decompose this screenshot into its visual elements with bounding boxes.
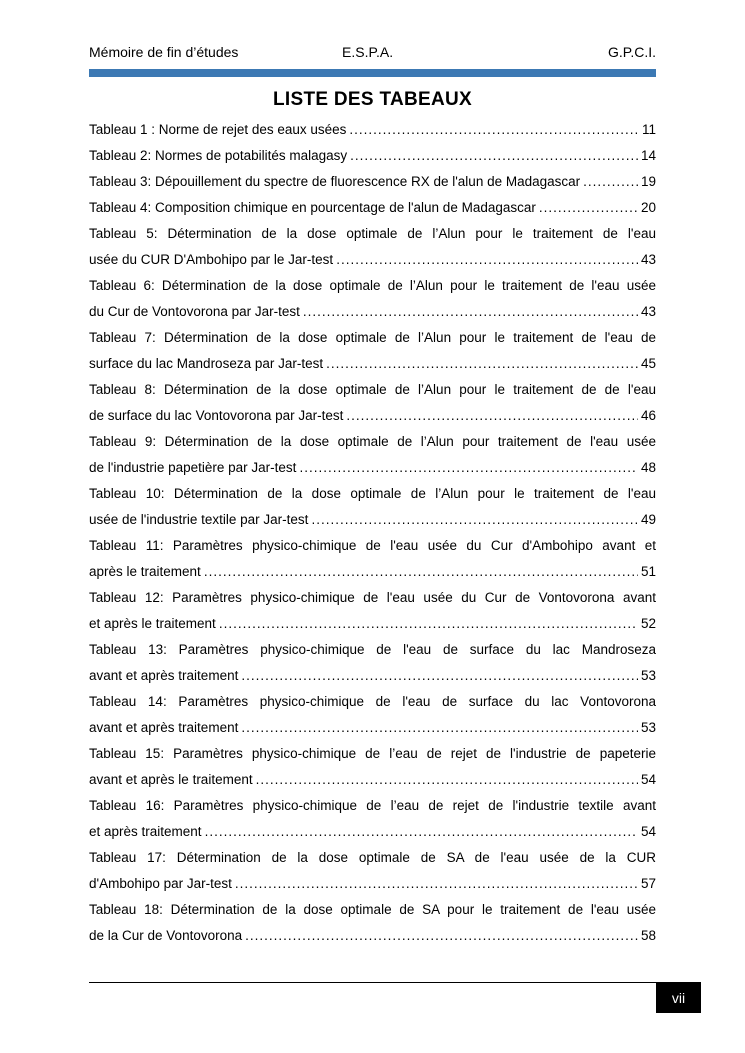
toc-page-number: 46 <box>640 408 656 423</box>
toc-entry-text: usée du CUR D'Ambohipo par le Jar-test <box>89 252 334 267</box>
dot-leader <box>205 819 638 845</box>
toc-entry-line: Tableau 15: Paramètres physico-chimique de l’eau de rejet de l'industrie de papeterie <box>89 746 656 761</box>
toc-entry-text: et après le traitement <box>89 616 216 631</box>
toc-page-number: 43 <box>640 304 656 319</box>
toc-entry-text: et après traitement <box>89 824 202 839</box>
toc-entry[interactable] <box>89 117 656 143</box>
dot-leader <box>204 559 638 585</box>
toc-page-number: 20 <box>640 200 656 215</box>
toc-entry-line: Tableau 10: Détermination de la dose optimale de l’Alun pour le traitement de l'eau <box>89 486 656 501</box>
toc-entry-line: Tableau 8: Détermination de la dose optimale de l’Alun pour le traitement de de l'eau <box>89 382 656 397</box>
toc-entry-line: Tableau 11: Paramètres physico-chimique de l'eau usée du Cur d'Ambohipo avant et <box>89 538 656 553</box>
toc-page-number: 51 <box>640 564 656 579</box>
toc-entry-text: Tableau 1 : Norme de rejet des eaux usées <box>89 122 347 137</box>
dot-leader <box>350 143 638 169</box>
toc-entry-last-line <box>89 871 656 897</box>
toc-entry-text: usée de l'industrie textile par Jar-test <box>89 512 309 527</box>
toc-page-number: 52 <box>640 616 656 631</box>
toc-entry-line: Tableau 18: Détermination de la dose optimale de SA pour le traitement de l'eau usée <box>89 902 656 917</box>
toc-entry-text: Tableau 2: Normes de potabilités malagasy <box>89 148 348 163</box>
toc-page-number: 19 <box>640 174 656 189</box>
dot-leader <box>245 923 638 949</box>
toc-entry[interactable] <box>89 481 656 533</box>
toc-entry-text: d'Ambohipo par Jar-test <box>89 876 232 891</box>
dot-leader <box>303 299 638 325</box>
toc-page-number: 48 <box>640 460 656 475</box>
toc-page-number: 43 <box>640 252 656 267</box>
toc-entry-last-line <box>89 455 656 481</box>
toc-page-number: 57 <box>640 876 656 891</box>
toc-entry-line: Tableau 14: Paramètres physico-chimique de l'eau de surface du lac Vontovorona <box>89 694 656 709</box>
toc-entry[interactable] <box>89 143 656 169</box>
toc-page-number: 53 <box>640 720 656 735</box>
toc-entry-text: du Cur de Vontovorona par Jar-test <box>89 304 300 319</box>
toc-entry-text: Tableau 4: Composition chimique en pourcentage de l'alun de Madagascar <box>89 200 536 215</box>
toc-entry-last-line <box>89 923 656 949</box>
toc-entry-text: après le traitement <box>89 564 201 579</box>
toc-entry-last-line <box>89 819 656 845</box>
dot-leader <box>349 117 639 143</box>
toc-entry-text: Tableau 3: Dépouillement du spectre de fluorescence RX de l'alun de Madagascar <box>89 174 581 189</box>
toc-entry-text: de la Cur de Vontovorona <box>89 928 243 943</box>
toc-entry-line: Tableau 6: Détermination de la dose optimale de l’Alun pour le traitement de l'eau usée <box>89 278 656 293</box>
toc-page-number: 58 <box>640 928 656 943</box>
toc-page-number: 45 <box>640 356 656 371</box>
toc-entry-line: Tableau 7: Détermination de la dose optimale de l’Alun pour le traitement de l'eau de <box>89 330 656 345</box>
toc-entry-last-line <box>89 299 656 325</box>
toc-entry[interactable] <box>89 429 656 481</box>
toc-entry[interactable] <box>89 273 656 325</box>
table-list <box>89 117 656 949</box>
toc-entry-last-line <box>89 767 656 793</box>
dot-leader <box>235 871 638 897</box>
header-divider-bar <box>89 69 656 77</box>
dot-leader <box>299 455 638 481</box>
toc-entry-last-line <box>89 143 656 169</box>
toc-page-number: 14 <box>640 148 656 163</box>
dot-leader <box>539 195 638 221</box>
toc-entry-last-line <box>89 195 656 221</box>
dot-leader <box>583 169 638 195</box>
toc-entry-line: Tableau 16: Paramètres physico-chimique de l’eau de rejet de l'industrie textile avant <box>89 798 656 813</box>
footer-divider <box>89 982 701 983</box>
toc-entry[interactable] <box>89 221 656 273</box>
header-school-label: E.S.P.A. <box>342 44 394 60</box>
toc-entry-text: avant et après traitement <box>89 720 239 735</box>
toc-entry-last-line <box>89 715 656 741</box>
toc-entry-last-line <box>89 507 656 533</box>
toc-entry-line: Tableau 9: Détermination de la dose optimale de l’Alun pour traitement de l'eau usée <box>89 434 656 449</box>
header-thesis-label: Mémoire de fin d’études <box>89 44 239 60</box>
toc-entry-line: Tableau 17: Détermination de la dose optimale de SA de l'eau usée de la CUR <box>89 850 656 865</box>
toc-entry-line: Tableau 5: Détermination de la dose optimale de l’Alun pour le traitement de l'eau <box>89 226 656 241</box>
toc-page-number: 53 <box>640 668 656 683</box>
toc-entry-text: surface du lac Mandroseza par Jar-test <box>89 356 324 371</box>
dot-leader <box>326 351 638 377</box>
toc-entry[interactable] <box>89 585 656 637</box>
toc-entry[interactable] <box>89 377 656 429</box>
toc-entry-last-line <box>89 559 656 585</box>
toc-entry[interactable] <box>89 533 656 585</box>
toc-entry-line: Tableau 12: Paramètres physico-chimique de l'eau usée du Cur de Vontovorona avant <box>89 590 656 605</box>
dot-leader <box>256 767 638 793</box>
toc-entry-last-line <box>89 403 656 429</box>
toc-entry-text: de l'industrie papetière par Jar-test <box>89 460 297 475</box>
page-header <box>89 44 656 64</box>
toc-entry-text: de surface du lac Vontovorona par Jar-test <box>89 408 344 423</box>
toc-page-number: 54 <box>640 824 656 839</box>
toc-entry[interactable] <box>89 325 656 377</box>
toc-entry-last-line <box>89 663 656 689</box>
toc-entry-last-line <box>89 169 656 195</box>
toc-entry[interactable] <box>89 741 656 793</box>
toc-entry-text: avant et après le traitement <box>89 772 253 787</box>
toc-entry[interactable] <box>89 845 656 897</box>
toc-entry[interactable] <box>89 169 656 195</box>
toc-entry[interactable] <box>89 689 656 741</box>
toc-entry-line: Tableau 13: Paramètres physico-chimique de l'eau de surface du lac Mandroseza <box>89 642 656 657</box>
toc-entry[interactable] <box>89 793 656 845</box>
toc-entry-last-line <box>89 351 656 377</box>
toc-entry-last-line <box>89 117 656 143</box>
toc-entry-last-line <box>89 611 656 637</box>
toc-entry[interactable] <box>89 637 656 689</box>
dot-leader <box>219 611 638 637</box>
page-title: LISTE DES TABEAUX <box>273 89 472 110</box>
dot-leader <box>311 507 638 533</box>
header-department-label: G.P.C.I. <box>608 44 656 60</box>
toc-page-number: 54 <box>640 772 656 787</box>
toc-entry[interactable] <box>89 897 656 949</box>
dot-leader <box>346 403 638 429</box>
toc-entry-text: avant et après traitement <box>89 668 239 683</box>
toc-entry-last-line <box>89 247 656 273</box>
dot-leader <box>336 247 638 273</box>
page-number-badge: vii <box>656 983 701 1013</box>
dot-leader <box>241 663 638 689</box>
toc-page-number: 49 <box>640 512 656 527</box>
toc-page-number: 11 <box>641 122 656 137</box>
dot-leader <box>241 715 638 741</box>
toc-entry[interactable] <box>89 195 656 221</box>
